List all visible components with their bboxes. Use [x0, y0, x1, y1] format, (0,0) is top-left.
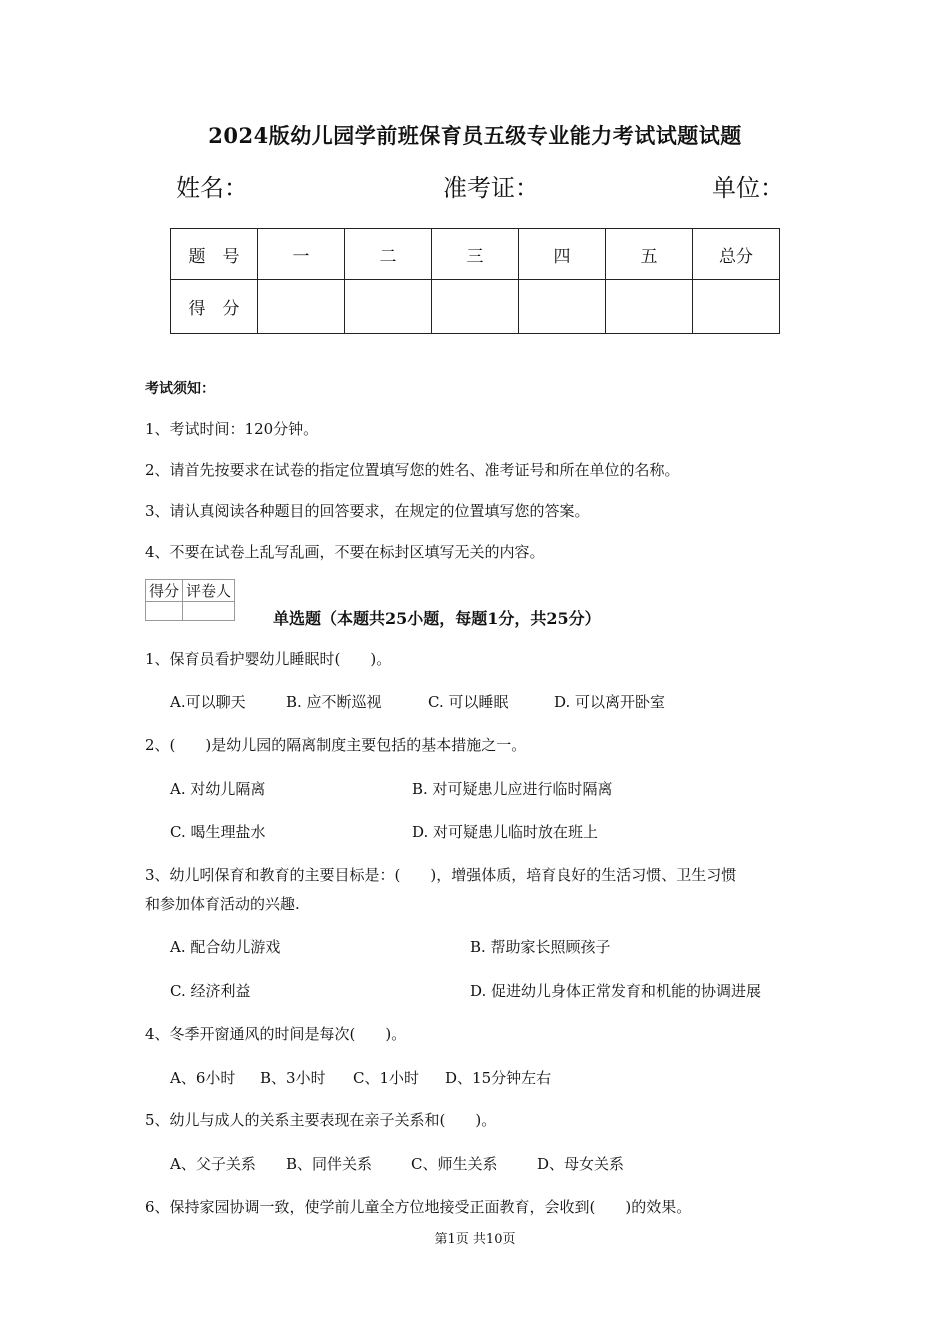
option: B. 帮助家长照顾孩子 [470, 938, 611, 956]
name-field-label: 姓名： [176, 174, 248, 202]
option: C、1小时 [353, 1069, 420, 1087]
score-input-cell[interactable] [693, 280, 780, 334]
score-table-cell: 题 号 [171, 229, 258, 280]
notice-item: 2、请首先按要求在试卷的指定位置填写您的姓名、准考证号和所在单位的名称。 [145, 461, 680, 479]
question-stem: 2、( )是幼儿园的隔离制度主要包括的基本措施之一。 [145, 736, 527, 754]
grader-score-label: 得分 [146, 580, 183, 602]
page-footer: 第1页 共10页 [434, 1232, 516, 1247]
question-stem-continued: 和参加体育活动的兴趣. [145, 895, 300, 913]
option: B. 应不断巡视 [286, 693, 382, 711]
score-table-score-row [171, 280, 780, 334]
option: B、3小时 [260, 1069, 326, 1087]
option: A、父子关系 [170, 1155, 256, 1173]
grader-reviewer-label: 评卷人 [183, 580, 235, 602]
question-stem: 5、幼儿与成人的关系主要表现在亲子关系和( )。 [145, 1111, 497, 1129]
score-table-cell: 二 [345, 229, 432, 280]
notice-item: 3、请认真阅读各种题目的回答要求，在规定的位置填写您的答案。 [145, 502, 590, 520]
score-input-cell[interactable] [606, 280, 693, 334]
option: D. 可以离开卧室 [554, 693, 666, 711]
score-table-cell: 三 [432, 229, 519, 280]
score-input-cell[interactable] [345, 280, 432, 334]
document-title: 2024版幼儿园学前班保育员五级专业能力考试试题试题 [208, 123, 742, 148]
question-stem: 6、保持家园协调一致，使学前儿童全方位地接受正面教育，会收到( )的效果。 [145, 1198, 692, 1216]
option: C、师生关系 [411, 1155, 498, 1173]
score-table [170, 228, 780, 334]
notice-item: 1、考试时间：120分钟。 [145, 420, 319, 438]
score-input-cell[interactable] [519, 280, 606, 334]
option: C. 可以睡眠 [428, 693, 509, 711]
option: C. 经济利益 [170, 982, 251, 1000]
option: D、15分钟左右 [445, 1069, 552, 1087]
exam-number-field-label: 准考证： [443, 174, 539, 202]
notice-heading: 考试须知： [145, 381, 215, 397]
score-table-cell: 得 分 [171, 280, 258, 334]
score-input-cell[interactable] [432, 280, 519, 334]
option: D、母女关系 [537, 1155, 625, 1173]
option: D. 促进幼儿身体正常发育和机能的协调进展 [470, 982, 762, 1000]
option: A.可以聊天 [170, 693, 246, 711]
option: D. 对可疑患儿临时放在班上 [412, 823, 599, 841]
question-stem: 4、冬季开窗通风的时间是每次( )。 [145, 1025, 407, 1043]
notice-item: 4、不要在试卷上乱写乱画，不要在标封区填写无关的内容。 [145, 543, 545, 561]
option: C. 喝生理盐水 [170, 823, 266, 841]
score-table-cell: 总分 [693, 229, 780, 280]
score-input-cell[interactable] [258, 280, 345, 334]
option: A. 对幼儿隔离 [170, 780, 266, 798]
score-table-header-row [171, 229, 780, 280]
grader-box [145, 579, 235, 621]
question-stem: 3、幼儿吲保育和教育的主要目标是：( )，增强体质，培育良好的生活习惯、卫生习惯 [145, 866, 737, 884]
score-table-cell: 五 [606, 229, 693, 280]
option: B、同伴关系 [286, 1155, 373, 1173]
option: A、6小时 [170, 1069, 236, 1087]
grader-reviewer-cell[interactable] [183, 602, 235, 621]
score-table-cell: 四 [519, 229, 606, 280]
grader-score-cell[interactable] [146, 602, 183, 621]
option: B. 对可疑患儿应进行临时隔离 [412, 780, 613, 798]
unit-field-label: 单位： [712, 174, 784, 202]
score-table-cell: 一 [258, 229, 345, 280]
question-stem: 1、保育员看护婴幼儿睡眠时( )。 [145, 650, 392, 668]
section-title: 单选题（本题共25小题，每题1分，共25分） [273, 609, 601, 628]
option: A. 配合幼儿游戏 [170, 938, 281, 956]
